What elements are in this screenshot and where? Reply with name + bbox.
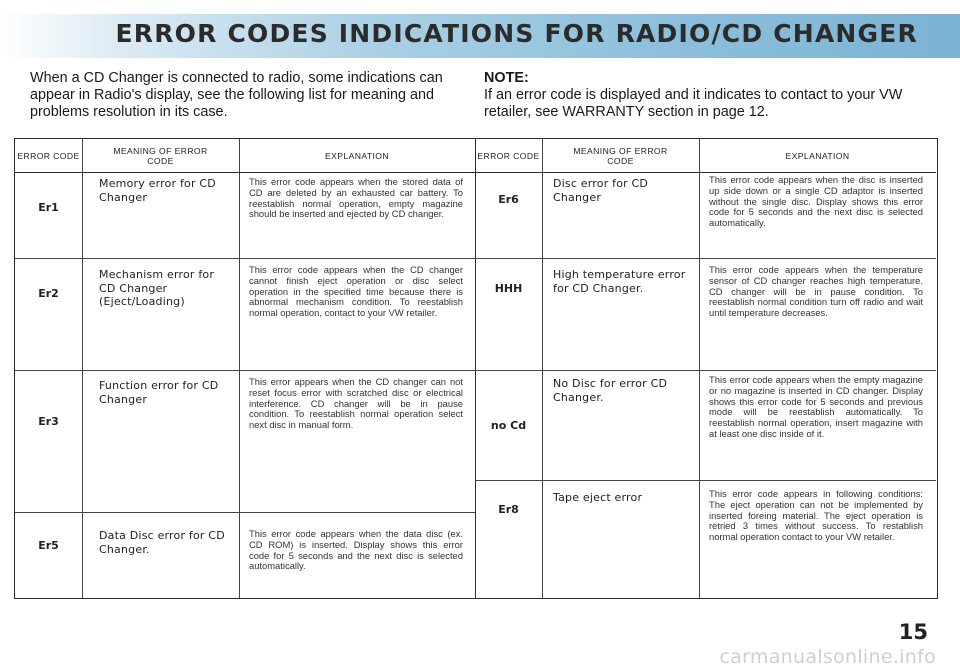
note-text: If an error code is displayed and it indicates to contact to your VW retailer, see WARRANTY section in page 12. — [484, 87, 903, 120]
table-row — [15, 259, 475, 371]
table-row — [475, 173, 936, 259]
error-codes-table — [14, 138, 938, 599]
table-row — [475, 371, 936, 481]
page-number: 15 — [898, 620, 928, 644]
error-meaning: Mechanism error for CD Changer (Eject/Loading) — [99, 268, 215, 308]
error-explanation: This error code appears when the empty magazine or no magazine is inserted in CD changer. Display shows this error code for 5 seconds and previous mode will be reestablish automatically. To reestablish normal operation, insert magazine with at least one disc inside of it. — [709, 374, 923, 439]
error-meaning: Tape eject error — [553, 491, 643, 504]
error-explanation: This error appears when the CD changer can not reset focus error with scratched disc or electrical interference. CD changer will be in pause condition. To reestablish normal operation select next disc in manual form. — [249, 376, 463, 431]
note-block — [484, 70, 924, 121]
header-error-code: ERROR CODE — [477, 150, 540, 161]
intro-paragraph: When a CD Changer is connected to radio, some indications can appear in Radio's display, see the following list for meaning and problems resolution in its case. — [30, 70, 443, 120]
error-meaning: Function error for CD Changer — [99, 379, 219, 406]
header-error-code: ERROR CODE — [17, 150, 80, 161]
table-row — [475, 481, 936, 599]
error-explanation: This error code appears in following conditions: The eject operation can not be implemented by inserted foreing material. The eject operation is retried 3 times without success. To restablish normal operation contact to your VW retailer. — [709, 488, 923, 543]
table-row — [15, 513, 475, 599]
page-title: ERROR CODES INDICATIONS FOR RADIO/CD CHANGER — [115, 19, 918, 48]
header-explanation: EXPLANATION — [325, 150, 389, 161]
table-row — [475, 259, 936, 371]
header-meaning: MEANING OF ERROR CODE — [113, 145, 208, 166]
error-meaning: High temperature error for CD Changer. — [553, 268, 686, 295]
error-explanation: This error code appears when the disc is inserted up side down or a single CD adaptor is inserted without the single disc. Display shows this error code for 5 seconds and the next disc is selected automatically. — [709, 174, 923, 229]
error-meaning: No Disc for error CD Changer. — [553, 377, 668, 404]
error-code: Er8 — [498, 503, 519, 516]
table-row — [15, 371, 475, 513]
error-explanation: This error code appears when the data disc (ex. CD ROM) is inserted. Display shows this error code for 5 seconds and the next disc is selected automatically. — [249, 528, 463, 572]
table-left-panel — [15, 139, 476, 598]
error-code: Er3 — [38, 415, 59, 428]
error-explanation: This error code appears when the temperature sensor of CD changer reaches high temperature. CD changer will be in pause condition. To reestablish normal condition turn off radio and wait until temperature decreases. — [709, 264, 923, 319]
error-code: no Cd — [490, 419, 527, 432]
title-banner — [0, 14, 960, 58]
error-explanation: This error code appears when the stored data of CD are deleted by an exhausted car battery. To reestablish normal operation, empty magazine should be inserted and ejected by CD changer. — [249, 176, 463, 220]
table-right-panel — [475, 139, 936, 598]
table-row — [15, 173, 475, 259]
error-code: Er6 — [498, 193, 519, 206]
header-meaning: MEANING OF ERROR CODE — [573, 145, 668, 166]
error-code: HHH — [494, 282, 523, 295]
error-meaning: Data Disc error for CD Changer. — [99, 529, 225, 556]
error-code: Er5 — [38, 539, 59, 552]
site-watermark: carmanualsonline.info — [719, 646, 936, 668]
error-code: Er2 — [38, 287, 59, 300]
error-meaning: Memory error for CD Changer — [99, 177, 216, 204]
error-meaning: Disc error for CD Changer — [553, 177, 649, 204]
table-header-right — [475, 139, 936, 173]
error-explanation: This error code appears when the CD changer cannot finish eject operation or disc select operation in the specified time because there is abnormal mechanism condition. To reestablish normal operation, contact to your VW retailer. — [249, 264, 463, 319]
header-explanation: EXPLANATION — [785, 150, 850, 161]
note-title: NOTE: — [484, 70, 529, 86]
table-header-left — [15, 139, 475, 173]
error-code: Er1 — [38, 201, 59, 214]
